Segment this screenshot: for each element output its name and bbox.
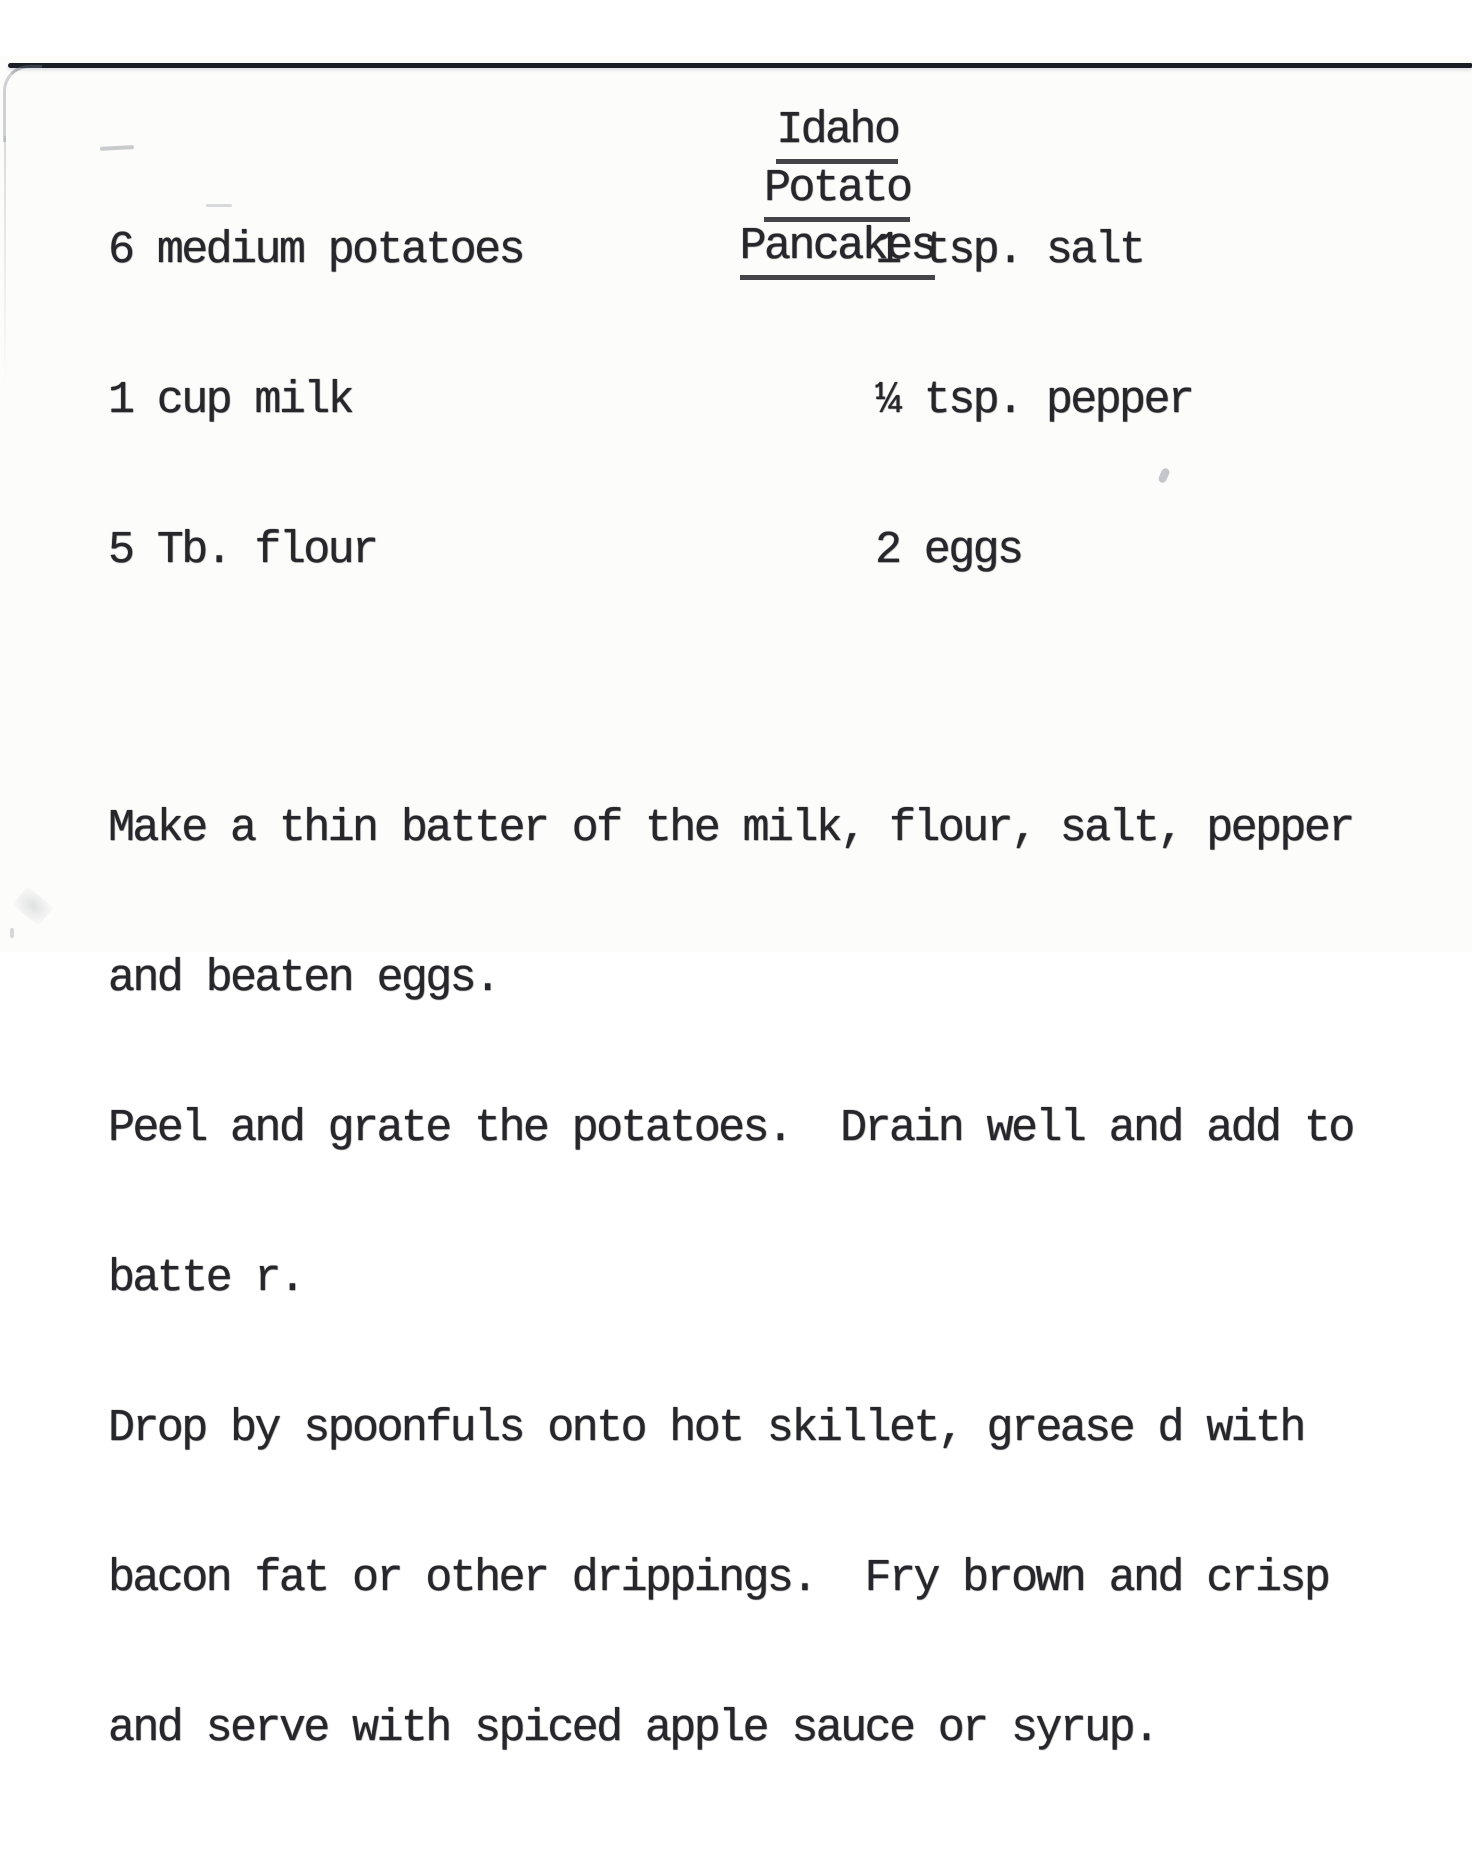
ingredient-item: 5 Tb. flour xyxy=(108,525,377,576)
ingredient-item: 1 tsp. salt xyxy=(875,225,1144,276)
instruction-line: and beaten eggs. xyxy=(108,953,499,1004)
instruction-line: bacon fat or other drippings. Fry brown and crisp xyxy=(108,1553,1329,1604)
recipe-card xyxy=(0,56,1472,1754)
instruction-line: Drop by spoonfuls onto hot skillet, grease d with xyxy=(108,1403,1304,1454)
instruction-line: Peel and grate the potatoes. Drain well and add to xyxy=(108,1103,1353,1154)
card-content xyxy=(0,56,1472,1854)
title-word: Idaho xyxy=(776,106,898,164)
title-word: Pancakes xyxy=(740,222,935,280)
ingredient-item: 6 medium potatoes xyxy=(108,225,523,276)
ingredient-item: ¼ tsp. pepper xyxy=(875,375,1193,426)
instruction-line: batte r. xyxy=(108,1253,304,1304)
instruction-line: Make a thin batter of the milk, flour, salt, pepper xyxy=(108,803,1353,854)
title-word: Potato xyxy=(764,164,910,222)
ingredient-item: 1 cup milk xyxy=(108,375,353,426)
instruction-line: and serve with spiced apple sauce or syrup. xyxy=(108,1703,1158,1754)
ingredient-item: 2 eggs xyxy=(875,525,1022,576)
instructions-section xyxy=(108,704,1376,1854)
ingredients-right-column xyxy=(875,126,1376,676)
